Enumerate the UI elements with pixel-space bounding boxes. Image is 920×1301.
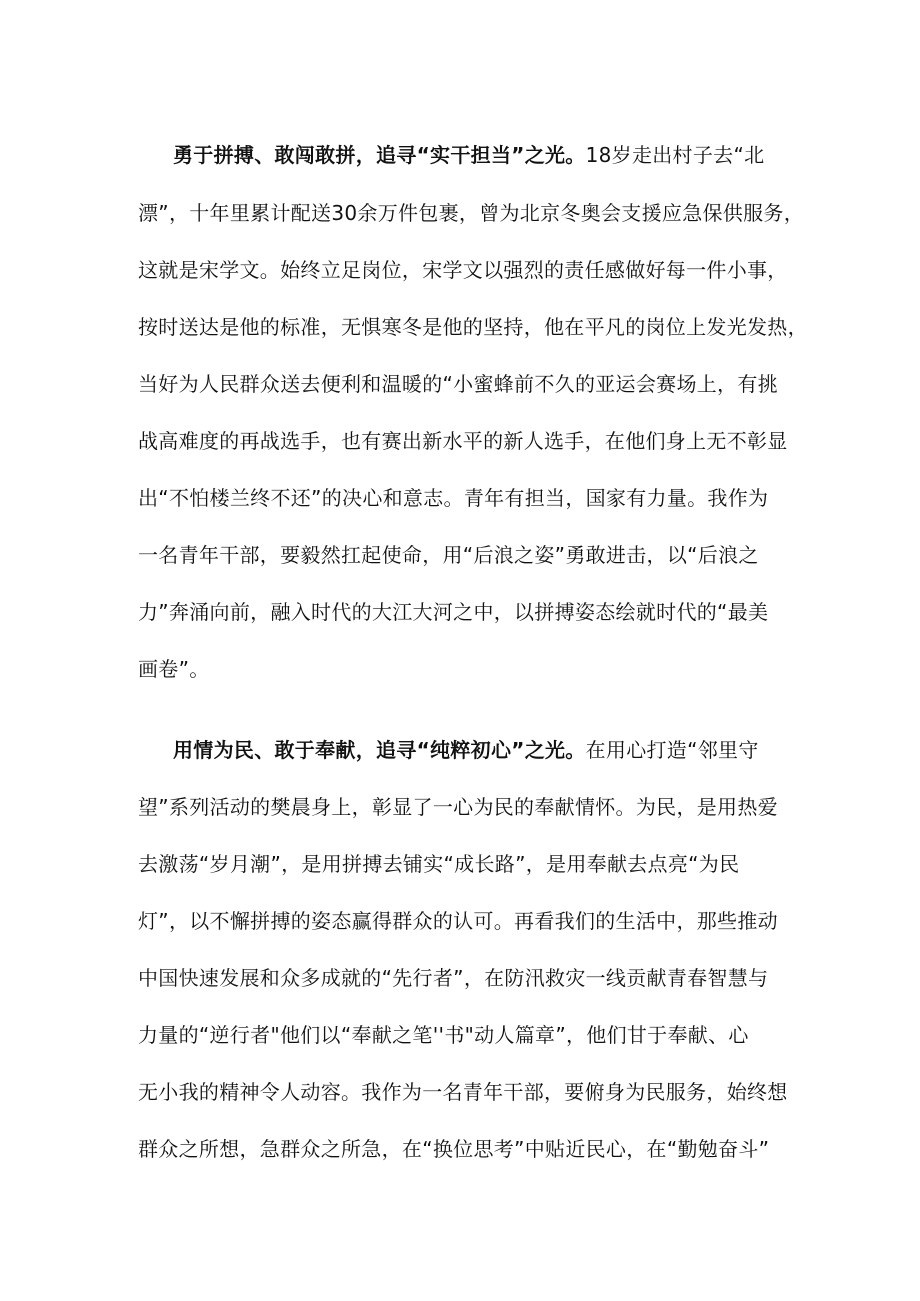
- paragraph-2-line-1: [0, 736, 920, 764]
- paragraph-2-line-2: 望”系列活动的樊晨身上，彰显了一心为民的奉献情怀。为民，是用热爱: [138, 795, 778, 819]
- paragraph-2-line-7: 无小我的精神令人动容。我作为一名青年干部，要俯身为民服务，始终想: [138, 1080, 788, 1104]
- paragraph-1-line-2: 漂”，十年里累计配送30余万件包裹，曾为北京冬奥会支援应急保供服务，: [138, 201, 805, 225]
- paragraph-2-line-3: 去激荡“岁月潮”，是用拼搏去铺实“成长路”，是用奉献去点亮“为民: [138, 852, 740, 876]
- paragraph-1-line-3: 这就是宋学文。始终立足岗位，宋学文以强烈的责任感做好每一件小事，: [138, 258, 788, 282]
- paragraph-2-line-8: 群众之所想，急群众之所急，在“换位思考”中贴近民心，在“勤勉奋斗”: [138, 1137, 770, 1161]
- paragraph-1-line-5: 当好为人民群众送去便利和温暖的“小蜜蜂前不久的亚运会赛场上，有挑: [138, 372, 778, 396]
- paragraph-2-line-5: 中国快速发展和众多成就的“先行者”，在防汛救灾一线贡献青春智慧与: [138, 966, 769, 990]
- paragraph-2-text: 在用心打造“邻里守: [585, 738, 759, 762]
- paragraph-2-line-4: 灯”，以不懈拼搏的姿态赢得群众的认可。再看我们的生活中，那些推动: [138, 909, 778, 933]
- paragraph-1-line-4: 按时送达是他的标准，无惧寒冬是他的坚持，他在平凡的岗位上发光发热，: [138, 315, 808, 339]
- paragraph-2-lead: 用情为民、敢于奉献，追寻“纯粹初心”之光。: [173, 738, 586, 762]
- paragraph-1-line-8: 一名青年干部，要毅然扛起使命，用“后浪之姿”勇敢进击，以“后浪之: [138, 543, 759, 567]
- paragraph-1-line-10: 画卷”。: [138, 657, 210, 681]
- paragraph-1-line-9: 力”奔涌向前，融入时代的大江大河之中，以拼搏姿态绘就时代的“最美: [138, 600, 769, 624]
- paragraph-1-line-1: [0, 141, 920, 169]
- paragraph-1-line-6: 战高难度的再战选手，也有赛出新水平的新人选手，在他们身上无不彰显: [138, 429, 788, 453]
- paragraph-1-lead: 勇于拼搏、敢闯敢拼，追寻“实干担当”之光。: [173, 143, 586, 167]
- paragraph-2-line-6: 力量的“逆行者"他们以“奉献之笔''书"动人篇章”，他们甘于奉献、心: [138, 1023, 749, 1047]
- paragraph-1-text: 18岁走出村子去“北: [585, 143, 765, 167]
- paragraph-1-line-7: 出“不怕楼兰终不还”的决心和意志。青年有担当，国家有力量。我作为: [138, 486, 769, 510]
